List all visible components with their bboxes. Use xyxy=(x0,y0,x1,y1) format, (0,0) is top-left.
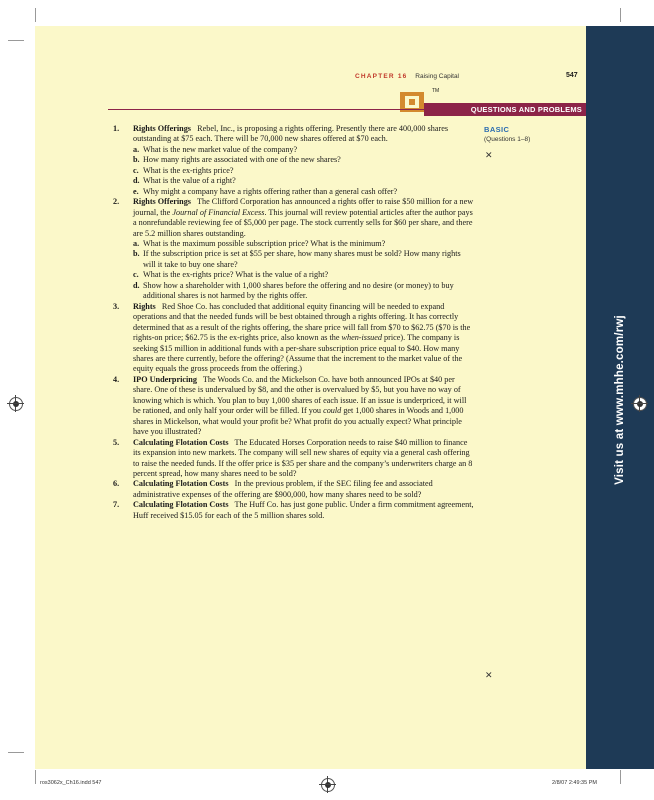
problem-part xyxy=(133,187,475,197)
part-letter: b. xyxy=(133,249,140,259)
problem-part xyxy=(133,166,475,176)
problem-number: 6. xyxy=(113,479,120,489)
problem-item xyxy=(113,375,475,438)
part-letter: c. xyxy=(133,270,139,280)
part-letter: b. xyxy=(133,155,140,165)
problem-part xyxy=(133,145,475,155)
problem-title: Calculating Flotation Costs xyxy=(133,500,233,510)
part-letter: e. xyxy=(133,186,139,196)
registration-mark-icon xyxy=(321,778,335,792)
problem-body: In the previous problem, if the SEC filing fee and associated administrative expenses of the offering are $900,000, how many shares need to be sold? xyxy=(133,479,433,499)
sidebar-url-text: Visit us at www.mhhe.com/rwj xyxy=(614,315,626,485)
page-number: 547 xyxy=(566,72,578,79)
problem-title: Rights xyxy=(133,301,160,311)
problem-body: price). The company is seeking $15 million in additional funds with a per-share subscription price equal to $40. How many shares are there currently, before the offering? (Assume that the increment to the market value of the equity equals the gross proceeds from the offering.) xyxy=(133,333,463,374)
problem-item xyxy=(113,302,475,375)
problem-body: The Educated Horses Corporation needs to raise $40 million to finance its expansion into new markets. The company will sell new shares of equity via a general cash offering to raise the needed funds. If the offer price is $35 per share and the company’s underwriters charge an 8 percent spread, how many shares need to be sold? xyxy=(133,437,473,478)
excel-icon: ✕ xyxy=(485,151,493,161)
crop-mark xyxy=(8,40,24,41)
problems-list xyxy=(113,124,475,521)
problem-part xyxy=(133,239,475,249)
part-text: If the subscription price is set at $55 per share, how many shares must be sold? How many rights will it take to buy one share? xyxy=(143,249,461,269)
part-text: How many rights are associated with one of the new shares? xyxy=(143,155,341,165)
part-letter: a. xyxy=(133,144,140,154)
problem-body: The Clifford Corporation has announced a rights offer to raise $50 million for a new journal, the xyxy=(133,197,474,217)
problem-body-italic: could xyxy=(323,406,342,416)
problem-item xyxy=(113,124,475,197)
part-text: What is the value of a right? xyxy=(143,176,236,186)
problem-title: Rights Offerings xyxy=(133,124,196,133)
registration-mark-icon xyxy=(633,397,647,411)
problem-body: . This journal will review potential articles after the author pays a nonrefundable reviewing fee of $5,000 per page. The stock currently sells for $60 per share, and there are 5.2 million shares outstanding. xyxy=(133,207,473,238)
problem-number: 3. xyxy=(113,301,120,311)
part-text: What is the ex-rights price? What is the value of a right? xyxy=(143,270,329,280)
problem-part xyxy=(133,176,475,186)
part-letter: c. xyxy=(133,165,139,175)
problem-body-italic: when-issued xyxy=(341,333,382,343)
trademark-label: TM xyxy=(432,88,440,94)
footer-file-name: ros3062x_Ch16.indd 547 xyxy=(40,780,102,786)
excel-icon: ✕ xyxy=(485,671,493,681)
section-banner: QUESTIONS AND PROBLEMS xyxy=(424,103,586,116)
part-text: Show how a shareholder with 1,000 shares before the offering and no desire (or money) to buy additional shares is not harmed by the rights offer. xyxy=(143,280,454,301)
problem-number: 7. xyxy=(113,500,120,510)
part-text: What is the ex-rights price? xyxy=(143,165,234,175)
part-letter: d. xyxy=(133,280,140,290)
crop-mark xyxy=(35,770,36,784)
problem-body-italic: Journal of Financial Excess xyxy=(172,207,265,217)
part-text: What is the maximum possible subscription price? What is the minimum? xyxy=(143,238,386,248)
problem-number: 5. xyxy=(113,437,120,447)
problem-title: IPO Underpricing xyxy=(133,374,202,384)
chapter-label: CHAPTER 16 xyxy=(355,73,408,80)
problem-part xyxy=(133,281,475,302)
problem-number: 4. xyxy=(113,374,120,384)
problem-title: Calculating Flotation Costs xyxy=(133,437,233,447)
footer-timestamp: 2/8/07 2:49:35 PM xyxy=(552,780,597,786)
problem-body: The Woods Co. and the Mickelson Co. have both announced IPOs at $40 per share. One of these is undervalued by $8, and the other is overvalued by $5, but you have no way of knowing which is which. You plan to buy 1,000 shares of each issue. If an issue is underpriced, it will be rationed, and only half your order will be filled. If you xyxy=(133,374,467,416)
problem-number: 2. xyxy=(113,197,120,207)
problem-number: 1. xyxy=(113,124,120,133)
part-text: What is the new market value of the company? xyxy=(143,144,298,154)
problem-part xyxy=(133,249,475,270)
problem-title: Calculating Flotation Costs xyxy=(133,479,233,489)
crop-mark xyxy=(620,770,621,784)
problem-body: Rebel, Inc., is proposing a rights offering. Presently there are 400,000 shares outstanding at $75 each. There will be 70,000 new shares offered at $70 each. xyxy=(133,124,449,144)
problem-body: The Huff Co. has just gone public. Under a firm commitment agreement, Huff received $15.05 for each of the 5 million shares sold. xyxy=(133,500,474,520)
problem-item xyxy=(113,438,475,480)
crop-mark xyxy=(8,752,24,753)
problem-body: get 1,000 shares in Woods and 1,000 shares in Mickelson, what would your profit be? What profit do you actually expect? What principle have you illustrated? xyxy=(133,406,464,437)
question-range: (Questions 1–8) xyxy=(484,136,531,143)
part-letter: a. xyxy=(133,238,140,248)
problem-part xyxy=(133,155,475,165)
problem-part xyxy=(133,270,475,280)
problem-item xyxy=(113,500,475,521)
problem-item xyxy=(113,197,475,302)
margin-label xyxy=(484,125,530,143)
running-head xyxy=(355,73,459,80)
banner-rule xyxy=(108,109,424,110)
part-letter: d. xyxy=(133,176,140,186)
crop-mark xyxy=(620,8,621,22)
crop-mark xyxy=(35,8,36,22)
problem-title: Rights Offerings xyxy=(133,197,196,207)
part-text: Why might a company have a rights offering rather than a general cash offer? xyxy=(143,186,398,196)
chapter-title: Raising Capital xyxy=(415,73,459,80)
difficulty-label: BASIC xyxy=(484,125,510,134)
registration-mark-icon xyxy=(9,397,23,411)
problem-item xyxy=(113,479,475,500)
problem-body: Red Shoe Co. has concluded that additional equity financing will be needed to expand operations and that the needed funds will be best obtained through a rights offering. It has correctly determined that as a result of the rights offering, the share price will fall from $70 to $62.75 ($70 is the rights-on price; $62.75 is the ex-rights price, also known as the xyxy=(133,301,471,343)
